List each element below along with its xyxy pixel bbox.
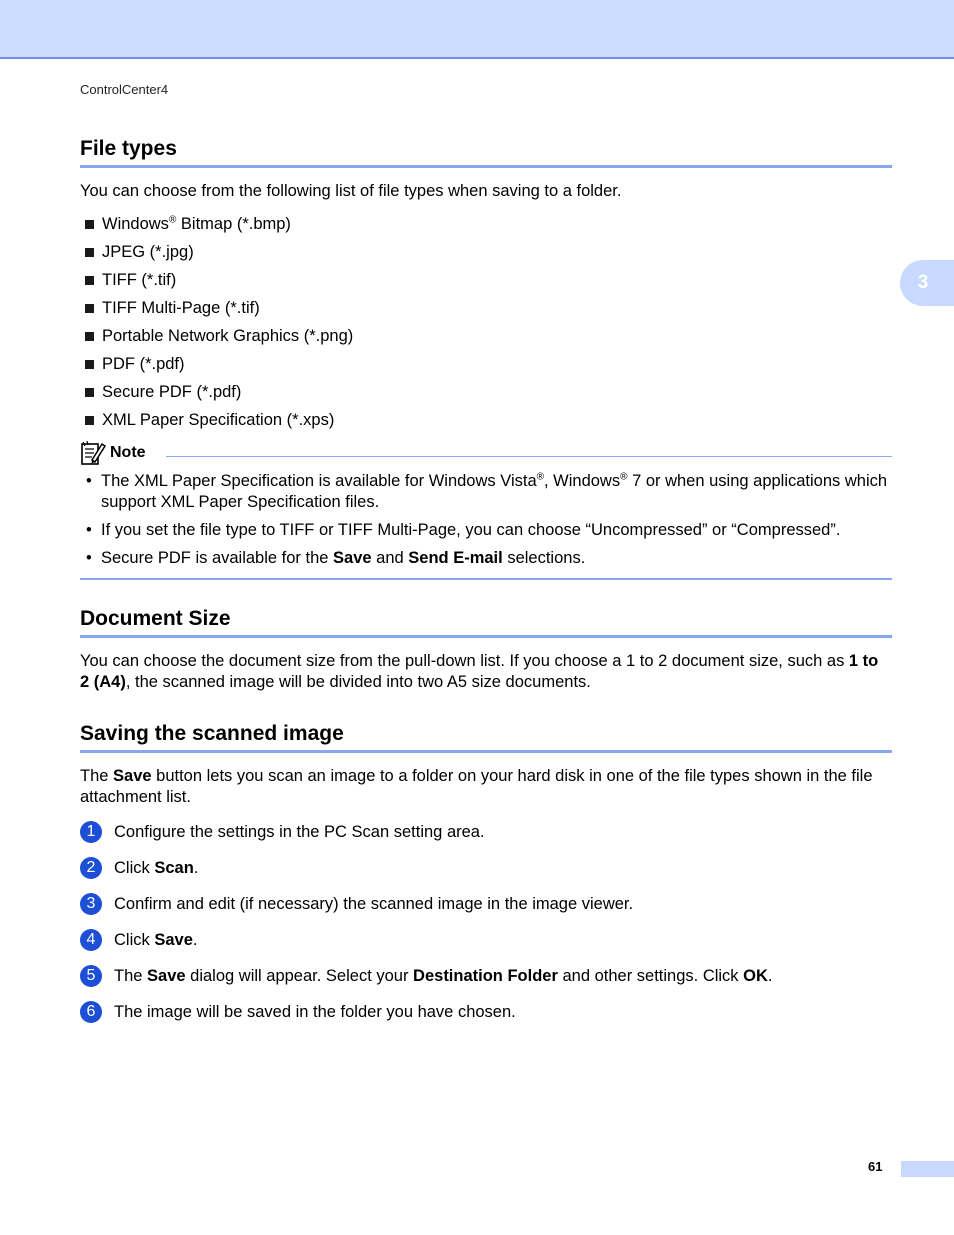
list-item: Secure PDF (*.pdf)	[80, 382, 892, 410]
square-bullet-icon	[85, 276, 94, 285]
document-size-text: You can choose the document size from the pull-down list. If you choose a 1 to 2 document size, such as 1 to 2 (A4), the scanned image will be divided into two A5 size documents.	[80, 652, 879, 691]
note-box	[80, 440, 892, 580]
page-number-bar	[901, 1161, 954, 1177]
list-item: • If you set the file type to TIFF or TIFF Multi-Page, you can choose “Uncompressed” or “Compressed”.	[80, 520, 892, 541]
note-divider	[166, 456, 892, 457]
list-item: PDF (*.pdf)	[80, 354, 892, 382]
step-6: 6 The image will be saved in the folder you have chosen.	[80, 994, 892, 1030]
step-3: 3 Confirm and edit (if necessary) the scanned image in the image viewer.	[80, 886, 892, 922]
file-types-heading: File types	[80, 136, 892, 168]
list-item: Windows® Bitmap (*.bmp)	[80, 214, 892, 242]
list-item: JPEG (*.jpg)	[80, 242, 892, 270]
list-item: TIFF Multi-Page (*.tif)	[80, 298, 892, 326]
step-1: 1 Configure the settings in the PC Scan setting area.	[80, 814, 892, 850]
file-types-intro: You can choose from the following list of file types when saving to a folder.	[80, 182, 622, 200]
list-item: Portable Network Graphics (*.png)	[80, 326, 892, 354]
list-item: XML Paper Specification (*.xps)	[80, 410, 892, 438]
square-bullet-icon	[85, 248, 94, 257]
note-end-rule	[80, 578, 892, 580]
note-header	[80, 440, 892, 466]
step-number-icon: 5	[80, 965, 102, 987]
step-number-icon: 3	[80, 893, 102, 915]
step-number-icon: 4	[80, 929, 102, 951]
square-bullet-icon	[85, 388, 94, 397]
dot-bullet-icon: •	[86, 521, 92, 539]
page-content	[80, 136, 892, 1030]
list-item: • Secure PDF is available for the Save and Send E-mail selections.	[80, 548, 892, 569]
step-5: 5 The Save dialog will appear. Select your Destination Folder and other settings. Click OK.	[80, 958, 892, 994]
note-label: Note	[110, 444, 146, 461]
square-bullet-icon	[85, 416, 94, 425]
chapter-number: 3	[917, 272, 929, 293]
step-number-icon: 2	[80, 857, 102, 879]
step-number-icon: 1	[80, 821, 102, 843]
square-bullet-icon	[85, 220, 94, 229]
list-item: • The XML Paper Specification is available for Windows Vista®, Windows® 7 or when using applications which support XML Paper Specification files.	[80, 471, 892, 513]
page-number: 61	[868, 1159, 883, 1174]
square-bullet-icon	[85, 360, 94, 369]
note-pencil-icon	[80, 440, 106, 466]
file-types-list	[80, 214, 892, 438]
saving-steps	[80, 814, 892, 1030]
running-header: ControlCenter4	[80, 82, 169, 97]
dot-bullet-icon: •	[86, 549, 92, 567]
dot-bullet-icon: •	[86, 472, 92, 490]
square-bullet-icon	[85, 332, 94, 341]
saving-intro: The Save button lets you scan an image to a folder on your hard disk in one of the file types shown in the file attachment list.	[80, 767, 873, 806]
square-bullet-icon	[85, 304, 94, 313]
step-2: 2 Click Scan.	[80, 850, 892, 886]
step-number-icon: 6	[80, 1001, 102, 1023]
top-banner	[0, 0, 954, 59]
list-item: TIFF (*.tif)	[80, 270, 892, 298]
step-4: 4 Click Save.	[80, 922, 892, 958]
note-list	[80, 471, 892, 569]
document-size-heading: Document Size	[80, 606, 892, 638]
saving-heading: Saving the scanned image	[80, 721, 892, 753]
chapter-tab	[900, 260, 954, 306]
